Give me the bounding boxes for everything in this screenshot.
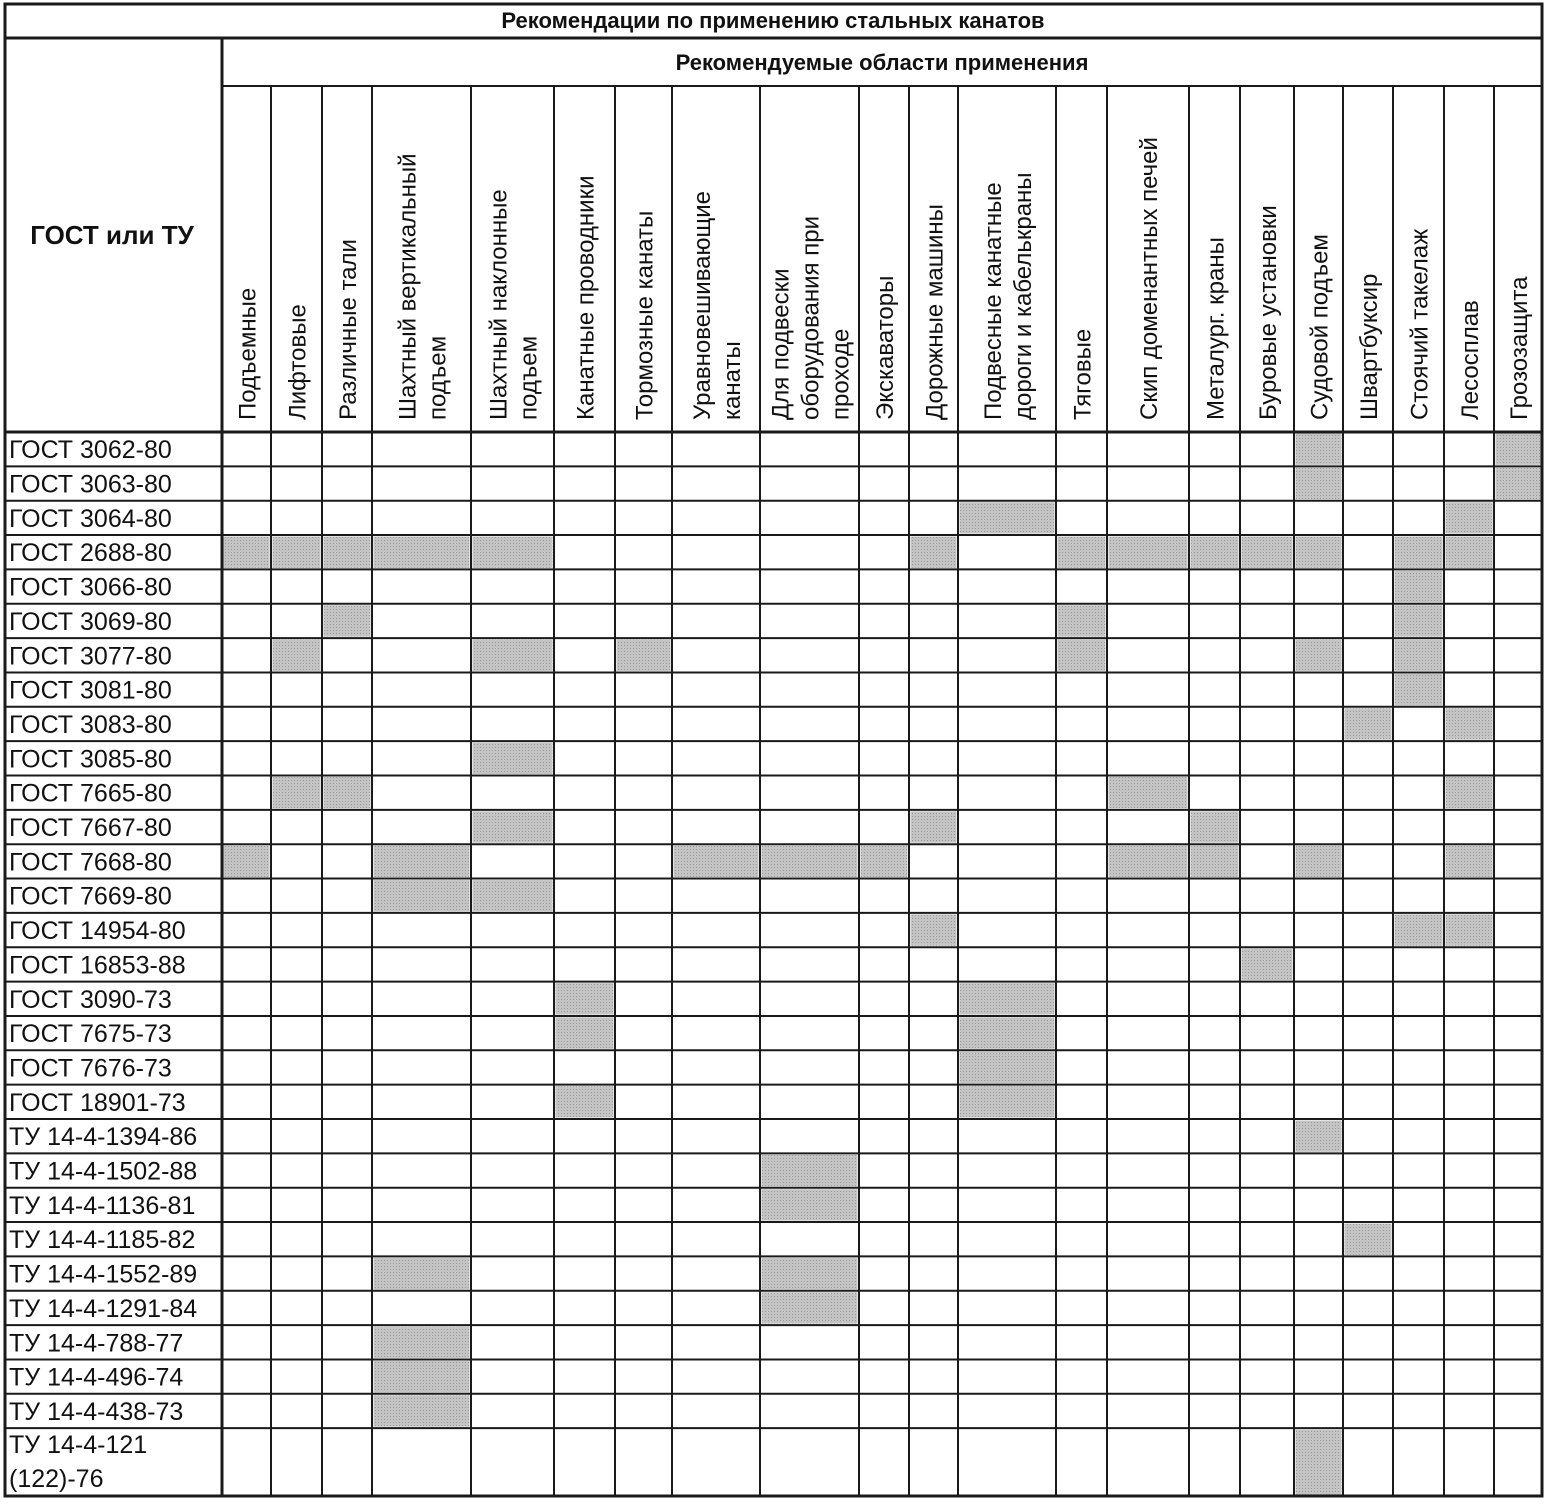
column-header-label: Скип доменантных печей — [1136, 137, 1163, 420]
shaded-cell — [556, 1086, 614, 1117]
shaded-cell — [762, 1258, 858, 1289]
row-label: ГОСТ 7665-80 — [9, 779, 172, 808]
shaded-cell — [1345, 1224, 1392, 1255]
shaded-cell — [324, 537, 371, 568]
shaded-cell — [1058, 537, 1106, 568]
shaded-cell — [473, 743, 553, 774]
row-label: (122)-76 — [9, 1465, 104, 1494]
column-header-label: Судовой подъем — [1306, 234, 1334, 420]
column-header-label: проходе — [827, 328, 855, 420]
shaded-cell — [324, 777, 371, 808]
shaded-cell — [1191, 537, 1239, 568]
shaded-cell — [1058, 640, 1106, 671]
shaded-cell — [762, 1189, 858, 1220]
shaded-cell — [960, 1052, 1055, 1083]
column-header-label: подъем — [515, 335, 543, 420]
row-label: ТУ 14-4-788-77 — [9, 1329, 184, 1358]
shaded-cell — [960, 502, 1055, 533]
column-header-label: Экскаваторы — [872, 275, 899, 420]
column-header-label: подъем — [424, 335, 452, 420]
shaded-cell — [1446, 708, 1493, 739]
column-header-label: Буровые установки — [1255, 205, 1282, 420]
shaded-cell — [762, 1292, 858, 1323]
row-label: ГОСТ 7667-80 — [9, 814, 172, 843]
shaded-cell — [374, 846, 470, 877]
shaded-cell — [1109, 846, 1188, 877]
row-label: ГОСТ 18901-73 — [9, 1088, 186, 1117]
row-label: ГОСТ 3069-80 — [9, 607, 172, 636]
row-label: ГОСТ 3085-80 — [9, 745, 172, 774]
row-label: ТУ 14-4-1291-84 — [9, 1294, 198, 1323]
column-header-label: Лесосплав — [1457, 300, 1484, 420]
row-label: ТУ 14-4-1136-81 — [9, 1191, 196, 1220]
shaded-cell — [473, 640, 553, 671]
shaded-cell — [324, 605, 371, 636]
row-label: ТУ 14-4-121 — [9, 1431, 148, 1460]
column-header-label: Для подвески — [767, 268, 795, 420]
row-label: ГОСТ 3090-73 — [9, 985, 172, 1014]
shaded-cell — [960, 983, 1055, 1014]
shaded-cell — [1446, 914, 1493, 945]
shaded-cell — [1395, 605, 1443, 636]
row-label: ГОСТ 3083-80 — [9, 710, 172, 739]
column-header-label: Дорожные машины — [921, 204, 949, 420]
shaded-cell — [1191, 846, 1239, 877]
row-labels — [9, 436, 197, 1493]
row-label: ГОСТ 16853-88 — [9, 951, 186, 980]
shaded-cell — [1296, 1430, 1342, 1495]
row-label: ТУ 14-4-1552-89 — [9, 1260, 198, 1289]
row-label: ГОСТ 3062-80 — [9, 436, 172, 465]
shaded-cell — [960, 1086, 1055, 1117]
column-header-label: Грозозащита — [1506, 276, 1533, 420]
column-header-label: Подвесные канатные — [980, 182, 1007, 420]
shaded-cell — [1109, 537, 1188, 568]
shaded-cell — [1191, 811, 1239, 842]
column-header-label: дороги и кабелькраны — [1010, 172, 1037, 420]
row-label: ТУ 14-4-1502-88 — [9, 1157, 198, 1186]
shaded-cell — [1395, 674, 1443, 705]
column-header-label: оборудования при — [797, 216, 825, 420]
row-label: ГОСТ 3081-80 — [9, 676, 172, 705]
row-label: ТУ 14-4-438-73 — [9, 1397, 184, 1426]
shaded-cell — [556, 1017, 614, 1048]
shaded-cell — [1446, 502, 1493, 533]
shaded-cell — [762, 1155, 858, 1186]
shaded-cell — [1345, 708, 1392, 739]
shaded-cell — [1395, 537, 1443, 568]
shaded-cell — [273, 640, 321, 671]
column-header-label: Швартбуксир — [1356, 273, 1383, 420]
shaded-cell — [674, 846, 759, 877]
shaded-cell — [960, 1017, 1055, 1048]
row-label: ГОСТ 2688-80 — [9, 539, 172, 568]
shaded-cell — [1395, 571, 1443, 602]
shaded-cell — [1395, 914, 1443, 945]
shaded-cell — [1296, 434, 1342, 465]
shaded-cell — [1446, 777, 1493, 808]
shaded-cell — [473, 880, 553, 911]
column-header-label: Уравновешивающие — [689, 190, 716, 420]
shaded-cell — [911, 914, 957, 945]
column-header-label: Шахтный наклонные — [485, 189, 513, 420]
table-title: Рекомендации по применению стальных канатов — [501, 8, 1045, 33]
shaded-cell — [224, 537, 270, 568]
shaded-cell — [762, 846, 858, 877]
shaded-cell — [617, 640, 671, 671]
column-header-label: канаты — [719, 341, 746, 420]
group-header: Рекомендуемые области применения — [675, 50, 1089, 75]
column-header-label: Различные тали — [335, 239, 362, 420]
column-header-label: Канатные проводники — [572, 175, 600, 420]
shaded-cell — [1296, 1121, 1342, 1152]
column-header-label: Тормозные канаты — [631, 210, 659, 420]
row-label: ГОСТ 7675-73 — [9, 1020, 172, 1049]
row-label: ГОСТ 7668-80 — [9, 848, 172, 877]
row-label: ГОСТ 3063-80 — [9, 470, 172, 499]
shaded-cell — [473, 537, 553, 568]
shaded-cell — [911, 811, 957, 842]
shaded-cell — [1446, 537, 1493, 568]
shaded-cell — [374, 1258, 470, 1289]
shaded-cell — [1296, 468, 1342, 499]
row-label: ТУ 14-4-1394-86 — [9, 1123, 198, 1152]
row-label: ТУ 14-4-1185-82 — [9, 1226, 196, 1255]
row-label: ГОСТ 7669-80 — [9, 882, 172, 911]
shaded-cell — [374, 1361, 470, 1392]
shaded-cell — [911, 537, 957, 568]
shaded-cell — [473, 811, 553, 842]
shaded-cell — [273, 777, 321, 808]
column-header-label: Подъемные — [234, 287, 262, 420]
row-header-title: ГОСТ или ТУ — [30, 220, 194, 250]
row-label: ГОСТ 3066-80 — [9, 573, 172, 602]
shaded-cell — [556, 983, 614, 1014]
row-label: ГОСТ 7676-73 — [9, 1054, 172, 1083]
shaded-cell — [1446, 846, 1493, 877]
shaded-cell — [861, 846, 908, 877]
shaded-cell — [1296, 640, 1342, 671]
shaded-cell — [1296, 846, 1342, 877]
shaded-cell — [1395, 640, 1443, 671]
row-label: ТУ 14-4-496-74 — [9, 1363, 184, 1392]
row-label: ГОСТ 3077-80 — [9, 642, 172, 671]
shaded-cell — [374, 537, 470, 568]
shaded-cell — [273, 537, 321, 568]
column-header-label: Лифтовые — [284, 304, 312, 420]
column-header-label: Шахтный вертикальный — [394, 153, 422, 420]
row-label: ГОСТ 14954-80 — [9, 917, 186, 946]
column-header-label: Стоячий такелаж — [1406, 228, 1434, 420]
shaded-cell — [1058, 605, 1106, 636]
shaded-cell — [374, 1327, 470, 1358]
shaded-cell — [1296, 537, 1342, 568]
column-header-label: Металург. краны — [1202, 237, 1230, 420]
shaded-cell — [1242, 949, 1293, 980]
column-headers — [235, 137, 1534, 420]
shaded-cell — [224, 846, 270, 877]
shaded-cell — [1496, 468, 1541, 499]
shaded-cell — [374, 1395, 470, 1426]
shaded-cell — [1496, 434, 1541, 465]
shaded-cell — [374, 880, 470, 911]
shaded-cell — [1242, 537, 1293, 568]
row-label: ГОСТ 3064-80 — [9, 504, 172, 533]
shaded-cell — [1109, 777, 1188, 808]
column-header-label: Тяговые — [1069, 328, 1097, 420]
